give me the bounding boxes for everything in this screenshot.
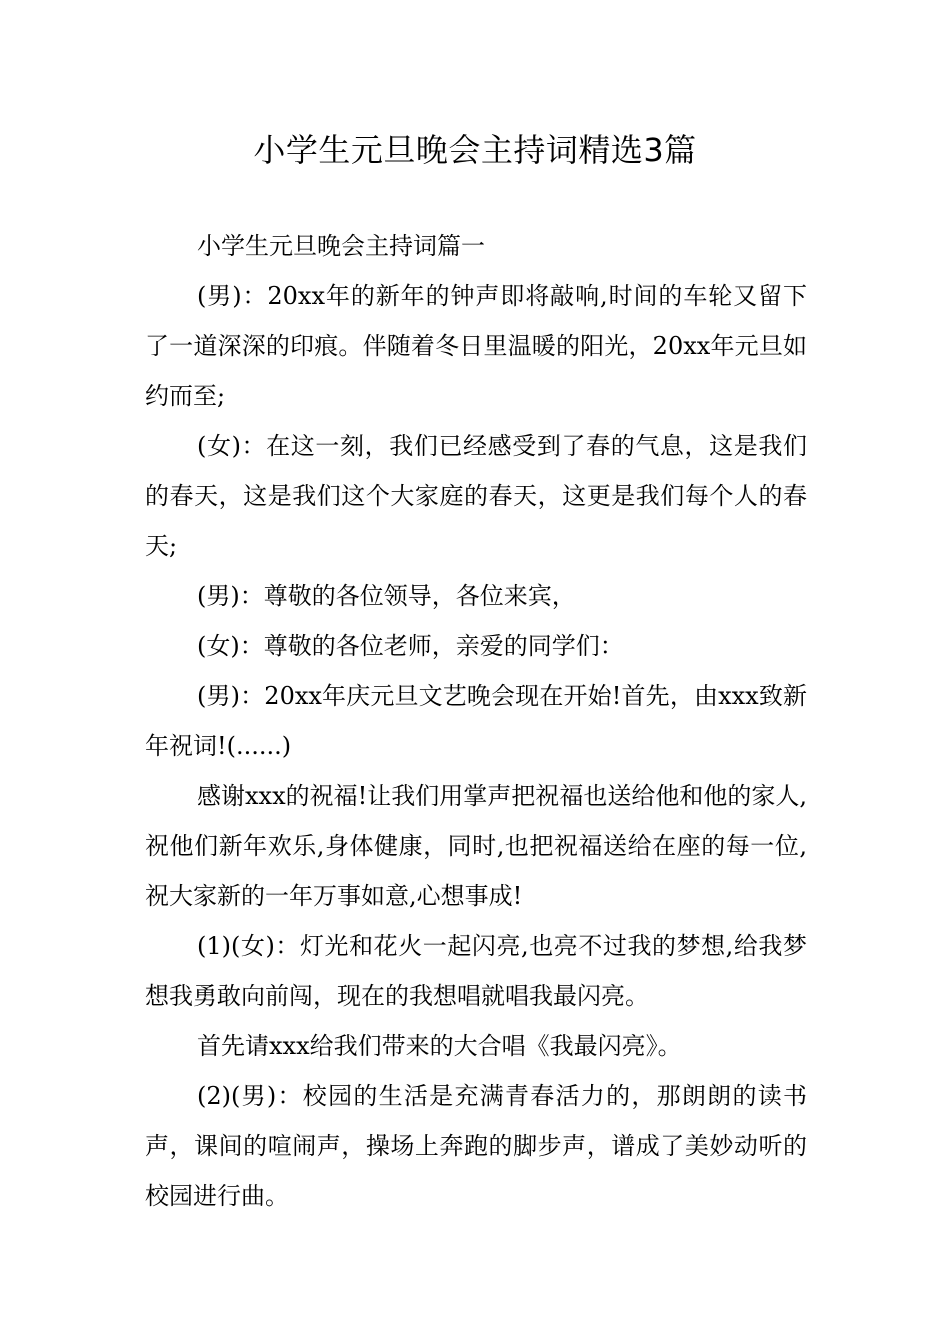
paragraph: (男)：20xx年的新年的钟声即将敲响,时间的车轮又留下了一道深深的印痕。伴随着冬日里温暖的阳光，20xx年元旦如约而至; bbox=[145, 282, 807, 410]
paragraph: (男)：尊敬的各位领导，各位来宾， bbox=[197, 582, 576, 610]
document-title: 小学生元旦晚会主持词精选3篇 bbox=[253, 131, 697, 169]
paragraph: 感谢xxx的祝福!让我们用掌声把祝福也送给他和他的家人,祝他们新年欢乐,身体健康，同时,也把祝福送给在座的每一位,祝大家新的一年万事如意,心想事成! bbox=[145, 782, 807, 910]
paragraph: (女)：在这一刻，我们已经感受到了春的气息，这是我们的春天，这是我们这个大家庭的春天，这更是我们每个人的春天; bbox=[145, 432, 807, 560]
paragraph: (女)：尊敬的各位老师，亲爱的同学们： bbox=[197, 632, 624, 660]
document-body bbox=[145, 221, 807, 1221]
section-heading: 小学生元旦晚会主持词篇一 bbox=[197, 232, 485, 260]
paragraph: 首先请xxx给我们带来的大合唱《我最闪亮》。 bbox=[197, 1032, 682, 1060]
paragraph: (1)(女)：灯光和花火一起闪亮,也亮不过我的梦想,给我梦想我勇敢向前闯，现在的我想唱就唱我最闪亮。 bbox=[145, 932, 807, 1010]
paragraph: (2)(男)：校园的生活是充满青春活力的，那朗朗的读书声，课间的喧闹声，操场上奔跑的脚步声，谱成了美妙动听的校园进行曲。 bbox=[145, 1082, 807, 1210]
paragraph: (男)：20xx年庆元旦文艺晚会现在开始!首先，由xxx致新年祝词!(......) bbox=[145, 682, 807, 760]
